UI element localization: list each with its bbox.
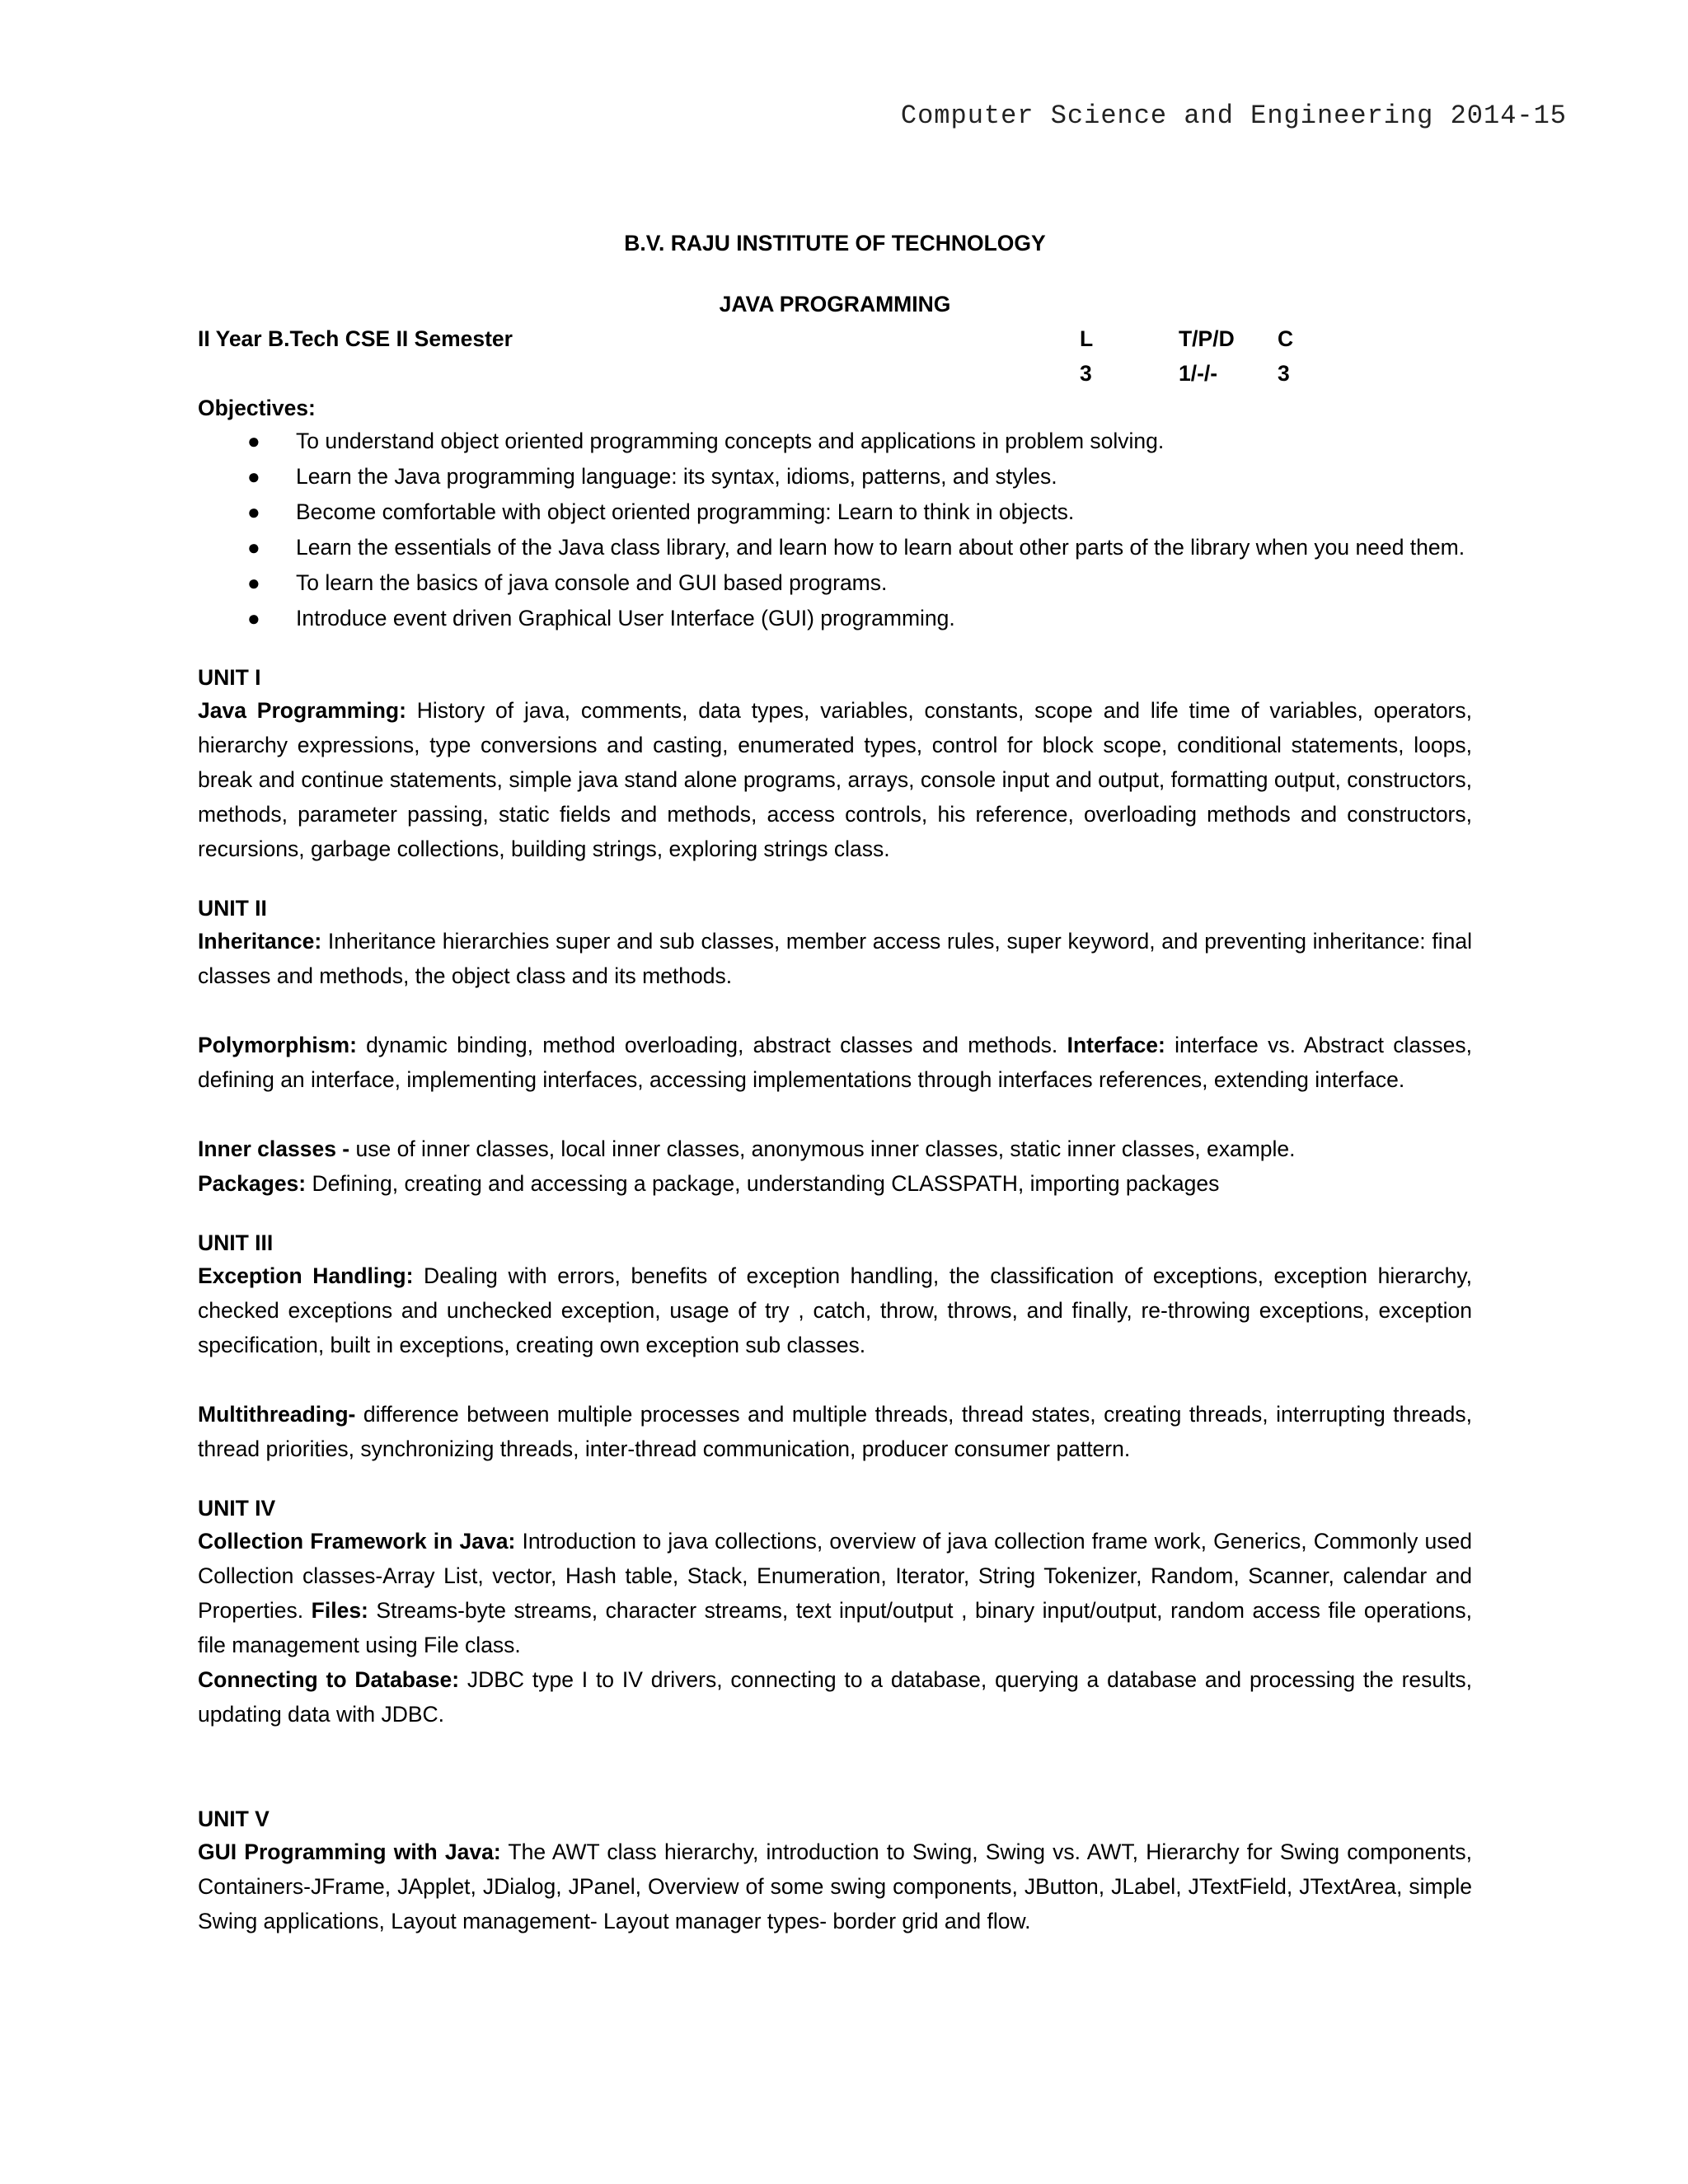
unit-2-inner-classes: Inner classes - use of inner classes, local inner classes, anonymous inner classes, static inner classes, example. [198, 1137, 1296, 1161]
bullet-icon: ● [247, 606, 260, 630]
institute-name: B.V. RAJU INSTITUTE OF TECHNOLOGY [624, 231, 1046, 255]
objectives-title: Objectives: [198, 396, 316, 420]
list-item: ● To learn the basics of java console and GUI based programs. [198, 565, 1472, 600]
unit-5-title: UNIT V [198, 1807, 270, 1831]
list-item: ● Learn the Java programming language: its syntax, idioms, patterns, and styles. [198, 459, 1472, 494]
unit-4-database: Connecting to Database: JDBC type I to IV drivers, connecting to a database, querying a database and processing the results, updating data with JDBC. [198, 1667, 1472, 1727]
unit-3-title: UNIT III [198, 1230, 274, 1255]
bullet-icon: ● [247, 570, 260, 595]
credits-row [198, 356, 1472, 391]
bullet-icon: ● [247, 535, 260, 560]
col-c-header: C [1278, 326, 1294, 351]
unit-1-java-programming: Java Programming: History of java, comments, data types, variables, constants, scope and life time of variables, operators, hierarchy expressions, type conversions and casting, enumerated types, control for block scope, conditional statements, loops, break and continue statements, simple java stand alone programs, arrays, console input and output, formatting output, constructors, methods, parameter passing, static fields and methods, access controls, his reference, overloading methods and constructors, recursions, garbage collections, building strings, exploring strings class. [198, 698, 1472, 861]
course-title: JAVA PROGRAMMING [719, 292, 951, 316]
unit-2-packages: Packages: Defining, creating and accessing a package, understanding CLASSPATH, importing packages [198, 1171, 1220, 1196]
bullet-icon: ● [247, 429, 260, 453]
col-c-value: 3 [1278, 361, 1290, 386]
bullet-icon: ● [247, 499, 260, 524]
col-l-value: 3 [1080, 361, 1092, 386]
objectives-list [198, 424, 1472, 635]
page-header-dept: Computer Science and Engineering 2014-15 [900, 101, 1567, 131]
col-l-header: L [1080, 326, 1094, 351]
unit-2-title: UNIT II [198, 896, 267, 921]
unit-3-multithreading: Multithreading- difference between multiple processes and multiple threads, thread states, creating threads, interrupting threads, thread priorities, synchronizing threads, inter-thread communication, producer consumer pattern. [198, 1402, 1472, 1461]
unit-5-gui-programming: GUI Programming with Java: The AWT class hierarchy, introduction to Swing, Swing vs. AWT, Hierarchy for Swing components, Containers-JFrame, JApplet, JDialog, JPanel, Overview of some swing components, JButton, JLabel, JTextField, JTextArea, simple Swing applications, Layout management- Layout manager types- border grid and flow. [198, 1840, 1472, 1933]
unit-2-polymorphism: Polymorphism: dynamic binding, method overloading, abstract classes and methods. Interface: interface vs. Abstract classes, defining an interface, implementing interfaces, accessing implementations through interfaces references, extending interface. [198, 1033, 1472, 1092]
unit-4-title: UNIT IV [198, 1496, 276, 1521]
semester-row [198, 321, 1472, 356]
bullet-icon: ● [247, 464, 260, 489]
list-item: ● Become comfortable with object oriented programming: Learn to think in objects. [198, 494, 1472, 529]
list-item: ● Introduce event driven Graphical User Interface (GUI) programming. [198, 601, 1472, 635]
col-tpd-header: T/P/D [1179, 326, 1235, 351]
unit-4-collections-files: Collection Framework in Java: Introduction to java collections, overview of java collection frame work, Generics, Commonly used Collection classes-Array List, vector, Hash table, Stack, Enumeration, Iterator, String Tokenizer, Random, Scanner, calendar and Properties. Files: Streams-byte streams, character streams, text input/output , binary input/output, random access file operations, file management using File class. [198, 1529, 1472, 1657]
col-tpd-value: 1/-/- [1179, 361, 1218, 386]
semester-label: II Year B.Tech CSE II Semester [198, 326, 513, 351]
unit-3-exception-handling: Exception Handling: Dealing with errors, benefits of exception handling, the classification of exceptions, exception hierarchy, checked exceptions and unchecked exception, usage of try , catch, throw, throws, and finally, re-throwing exceptions, exception specification, built in exceptions, creating own exception sub classes. [198, 1263, 1472, 1357]
list-item: ● Learn the essentials of the Java class library, and learn how to learn about other parts of the library when you need them. [198, 530, 1472, 565]
unit-2-inheritance: Inheritance: Inheritance hierarchies super and sub classes, member access rules, super keyword, and preventing inheritance: final classes and methods, the object class and its methods. [198, 929, 1472, 988]
unit-1-title: UNIT I [198, 665, 261, 690]
list-item: ● To understand object oriented programming concepts and applications in problem solving. [198, 424, 1472, 458]
syllabus-document [198, 226, 1472, 1938]
